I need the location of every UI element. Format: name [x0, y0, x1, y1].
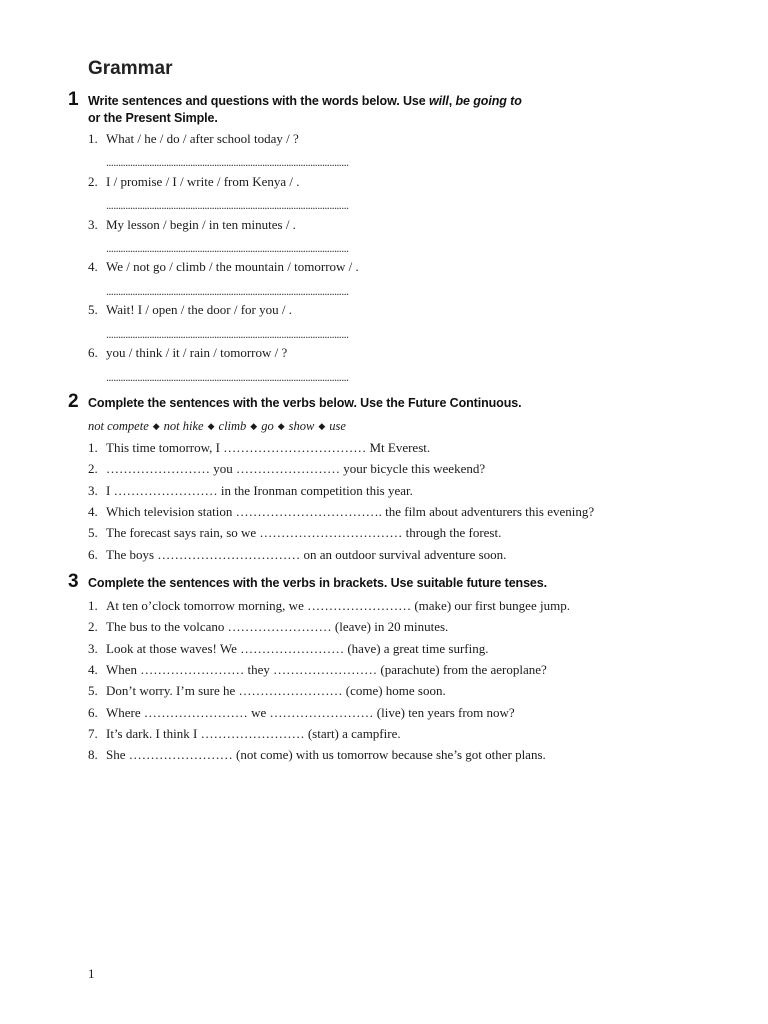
- exercise-2-instruction: Complete the sentences with the verbs below. Use the Future Continuous.: [88, 396, 522, 410]
- exercise-3-item: 4. When …………………… they …………………… (parachute) from the aeroplane?: [88, 662, 547, 677]
- word: not compete: [88, 419, 149, 433]
- exercise-1-number: 1: [68, 89, 79, 110]
- exercise-1-item: 1. What / he / do / after school today / ?: [88, 131, 299, 146]
- exercise-3-instruction: Complete the sentences with the verbs in brackets. Use suitable future tenses.: [88, 576, 548, 590]
- answer-line[interactable]: .....................................................................................................: [106, 241, 349, 255]
- exercise-3-item: 8. She …………………… (not come) with us tomorrow because she’s got other plans.: [88, 747, 546, 762]
- page-number: 1: [88, 966, 95, 981]
- answer-line[interactable]: .....................................................................................................: [106, 198, 349, 212]
- exercise-3-item: 7. It’s dark. I think I …………………… (start) a campfire.: [88, 726, 401, 741]
- exercise-3-item: 6. Where …………………… we …………………… (live) ten years from now?: [88, 705, 515, 720]
- exercise-1-item: 6. you / think / it / rain / tomorrow / ?: [88, 345, 288, 360]
- exercise-3-number: 3: [68, 571, 79, 592]
- answer-line[interactable]: .....................................................................................................: [106, 284, 349, 298]
- word: climb: [218, 419, 247, 433]
- exercise-2-item: 6. The boys …………………………… on an outdoor survival adventure soon.: [88, 547, 507, 562]
- exercise-2-item: 5. The forecast says rain, so we …………………………… through the forest.: [88, 525, 502, 540]
- word: go: [261, 419, 274, 433]
- exercise-2-number: 2: [68, 391, 79, 412]
- section-title: Grammar: [88, 58, 173, 79]
- word: not hike: [163, 419, 204, 433]
- exercise-2-item: 2. …………………… you …………………… your bicycle this weekend?: [88, 461, 486, 476]
- word: show: [288, 419, 315, 433]
- exercise-1-item: 5. Wait! I / open / the door / for you / .: [88, 302, 292, 317]
- diamond-separator-icon: ◆: [152, 421, 160, 431]
- exercise-1-item: 2. I / promise / I / write / from Kenya / .: [88, 174, 300, 189]
- word: use: [329, 419, 346, 433]
- exercise-3-item: 2. The bus to the volcano …………………… (leave) in 20 minutes.: [88, 619, 449, 634]
- answer-line[interactable]: .....................................................................................................: [106, 327, 349, 341]
- exercise-3-item: 1. At ten o’clock tomorrow morning, we …………………… (make) our first bungee jump.: [88, 598, 570, 613]
- diamond-separator-icon: ◆: [318, 421, 326, 431]
- exercise-1-item: 4. We / not go / climb / the mountain / tomorrow / .: [88, 259, 359, 274]
- diamond-separator-icon: ◆: [250, 421, 258, 431]
- word-box: [88, 418, 346, 434]
- exercise-2-item: 4. Which television station ……………………………. the film about adventurers this evening?: [88, 504, 595, 519]
- exercise-1-instruction: Write sentences and questions with the words below. Use will, be going to or the Present Simple.: [88, 94, 522, 125]
- answer-line[interactable]: .....................................................................................................: [106, 370, 349, 384]
- exercise-3-item: 3. Look at those waves! We …………………… (have) a great time surfing.: [88, 641, 489, 656]
- answer-line[interactable]: .....................................................................................................: [106, 155, 349, 169]
- exercise-3-item: 5. Don’t worry. I’m sure he …………………… (come) home soon.: [88, 683, 446, 698]
- diamond-separator-icon: ◆: [207, 421, 215, 431]
- exercise-2-item: 1. This time tomorrow, I …………………………… Mt Everest.: [88, 440, 431, 455]
- diamond-separator-icon: ◆: [277, 421, 285, 431]
- exercise-2-item: 3. I …………………… in the Ironman competition this year.: [88, 483, 413, 498]
- exercise-1-item: 3. My lesson / begin / in ten minutes / .: [88, 217, 296, 232]
